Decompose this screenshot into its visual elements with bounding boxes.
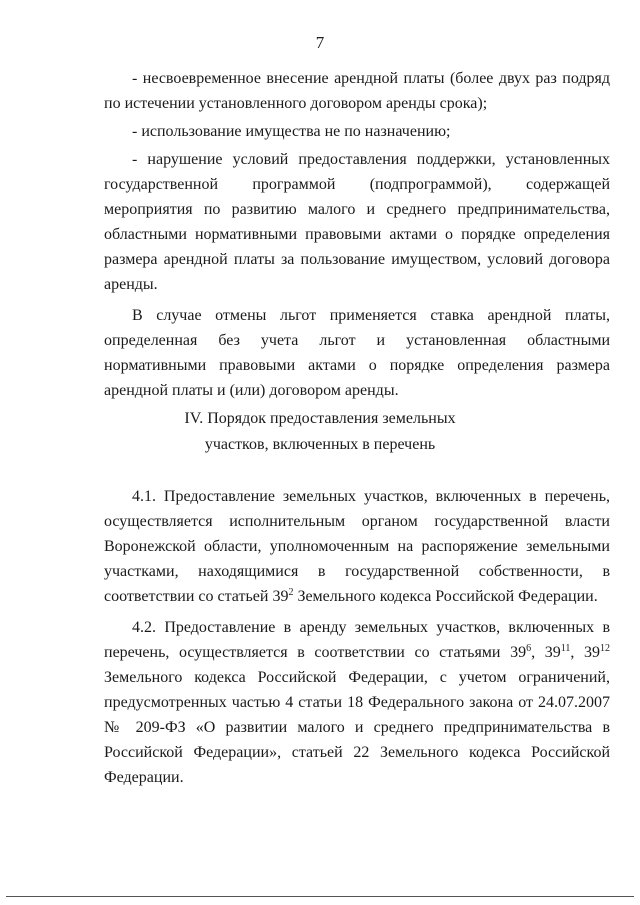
section-heading [0,406,640,458]
superscript: 11 [560,643,571,654]
separator: , 39 [570,644,601,661]
paragraph-4-2-text: 4.2. Предоставление в аренду земельных участков, включенных в перечень, осуществляется в соответствии со статьями 39 [104,619,610,661]
paragraph-4-2 [104,615,610,790]
list-item: - несвоевременное внесение арендной платы (более двух раз подряд по истечении установленного договором аренды срока); [104,70,610,112]
obligations-block [104,66,610,403]
cancel-benefits-paragraph: В случае отмены льгот применяется ставка арендной платы, определенная без учета льгот и установленная областными нормативными правовыми актами о порядке определения размера арендной платы и (или) договором аренды. [104,307,610,399]
separator: , 39 [531,644,561,661]
paragraph-4-1-text: 4.1. Предоставление земельных участков, включенных в перечень, осуществляется исполнительным органом государственной власти Воронежской области, уполномоченным на распоряжение земельными участками, находящимися в государственной собственности, в соответствии со статьей 39 [104,488,610,605]
list-item: - нарушение условий предоставления поддержки, установленных государственной программой (подпрограммой), содержащей мероприятия по развитию малого и среднего предпринимательства, областными нормативными правовыми актами о порядке определения размера арендной платы за пользование имуществом, условий договора аренды. [104,151,610,293]
page-number: 7 [315,33,325,52]
list-item: - использование имущества не по назначению; [132,123,451,140]
paragraph-4-1 [104,484,610,609]
paragraph-4-2-tail: Земельного кодекса Российской Федерации, с учетом ограничений, предусмотренных частью 4 статьи 18 Федерального закона от 24.07.2007 № 209-ФЗ «О развитии малого и среднего предпринимательства в Российской Федерации», статьей 22 Земельного кодекса Российской Федерации. [104,669,610,786]
land-plots-block [104,484,610,796]
paragraph-4-1-tail: Земельного кодекса Российской Федерации. [293,588,598,605]
section-heading-line-2: участков, включенных в перечень [204,436,436,453]
superscript: 12 [600,643,611,654]
section-heading-line-1: IV. Порядок предоставления земельных [184,410,456,427]
page-bottom-edge [6,896,634,897]
superscript: 6 [526,643,532,654]
superscript: 2 [288,587,294,598]
